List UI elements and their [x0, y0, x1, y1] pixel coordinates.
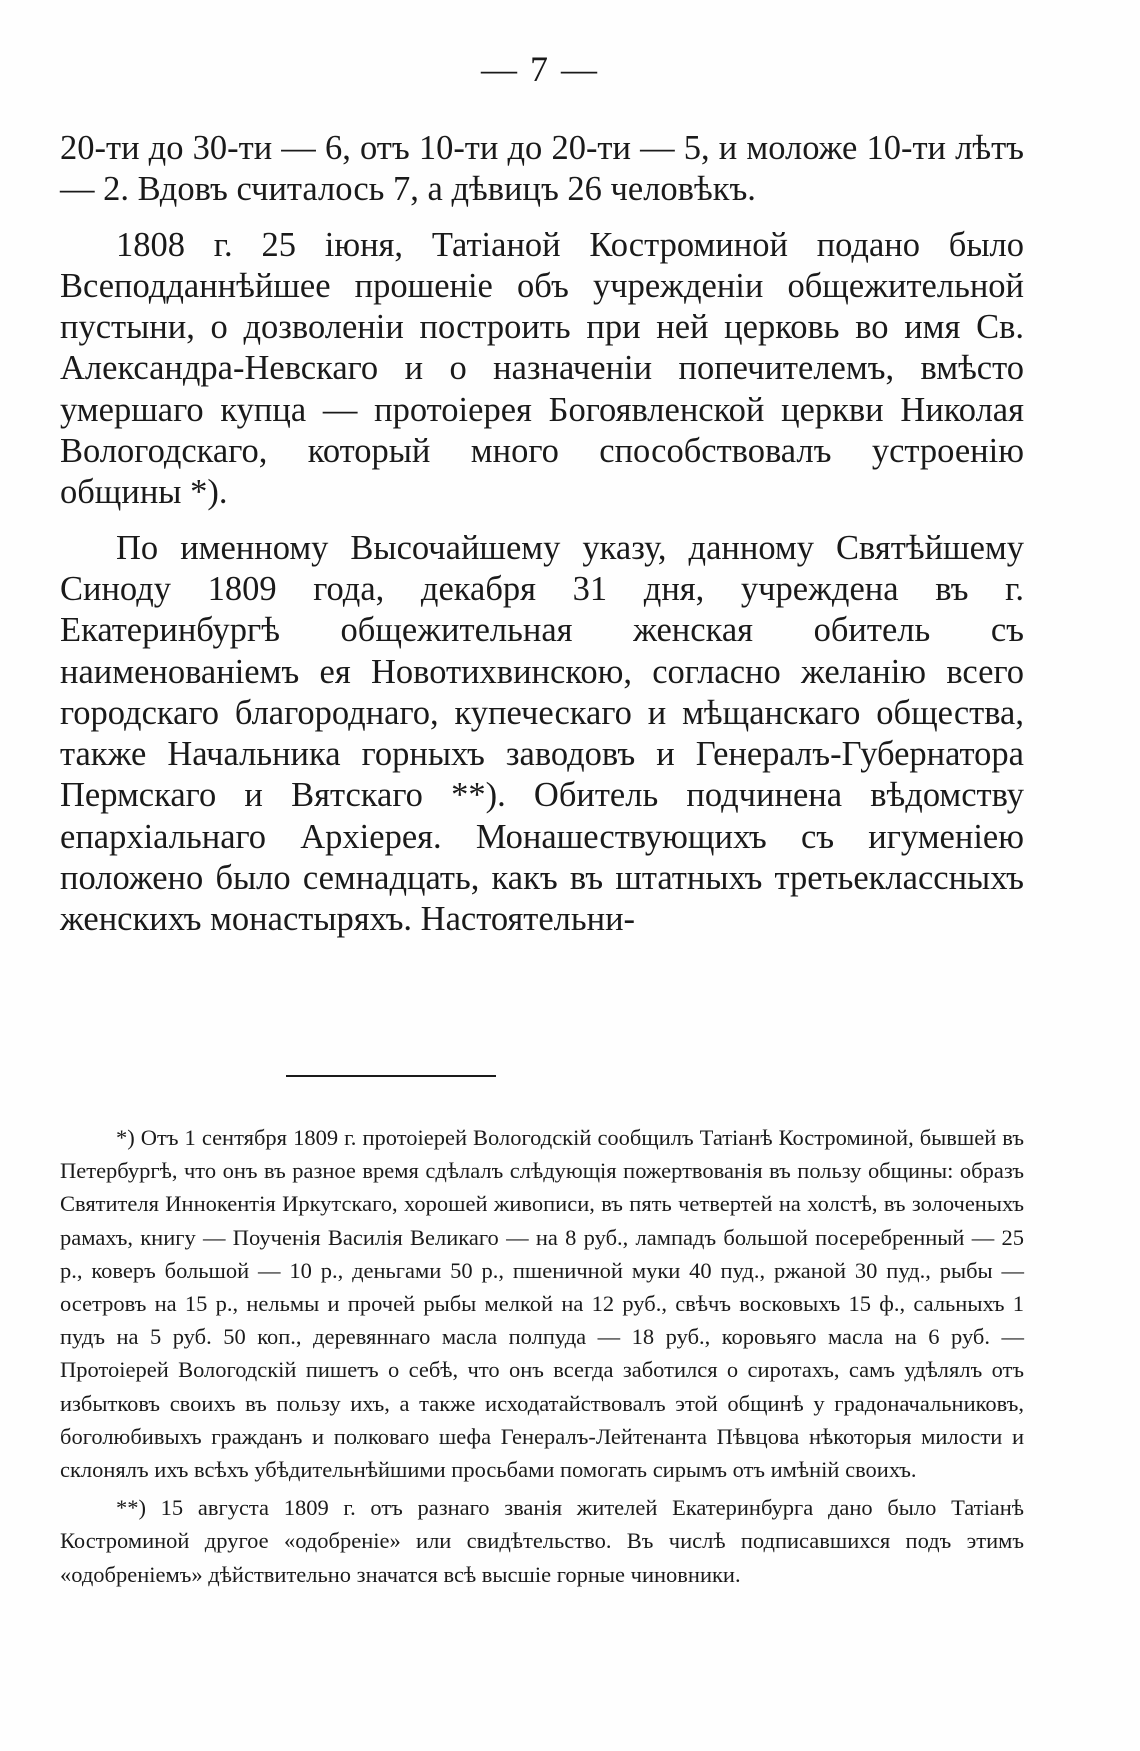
paragraph-petition-1808: 1808 г. 25 іюня, Татіаной Костроминой подано было Всеподданнѣйшее прошеніе объ учрежденіи общежительной пустыни, о дозволеніи построить при ней церковь во имя Св. Александра-Невскаго и о назначеніи попечителемъ, вмѣсто умершаго купца — протоіерея Богоявленской церкви Николая Вологодскаго, который много способствовалъ устроенію общины *). — [60, 225, 1024, 512]
paragraph-decree-1809: По именному Высочайшему указу, данному Святѣйшему Синоду 1809 года, декабря 31 дня, учреждена въ г. Екатеринбургѣ общежительная женская обитель съ наименованіемъ ея Новотихвинскою, согласно желанію всего городскаго благороднаго, купеческаго и мѣщанскаго общества, также Начальника горныхъ заводовъ и Генералъ-Губернатора Пермскаго и Вятскаго **). Обитель подчинена вѣдомству епархіальнаго Архіерея. Монашествующихъ съ игуменіею положено было семнадцать, какъ въ штатныхъ третьеклассныхъ женскихъ монастыряхъ. Настоятельни- — [60, 528, 1024, 939]
footnote-1: *) Отъ 1 сентября 1809 г. протоіерей Вологодскій сообщилъ Татіанѣ Костроминой, бывшей въ Петербургѣ, что онъ въ разное время сдѣлалъ слѣдующія пожертвованія въ пользу общины: образъ Святителя Иннокентія Иркутскаго, хорошей живописи, въ пять четвертей на холстѣ, въ золоченыхъ рамахъ, книгу — Поученія Василія Великаго — на 8 руб., лампадъ большой посеребренный — 25 р., коверъ большой — 10 р., деньгами 50 р., пшеничной муки 40 пуд., ржаной 30 пуд., рыбы — осетровъ на 15 р., нельмы и прочей рыбы мелкой на 12 руб., свѣчъ восковыхъ 15 ф., сальныхъ 1 пудъ на 5 руб. 50 коп., деревяннаго масла полпуда — 18 руб., коровьяго масла на 6 руб. — Протоіерей Вологодскій пишетъ о себѣ, что онъ всегда заботился о сиротахъ, самъ удѣлялъ отъ избытковъ своихъ въ пользу ихъ, а также исходатайствовалъ этой общинѣ у градоначальниковъ, боголюбивыхъ гражданъ и полковаго шефа Генералъ-Лейтенанта Пѣвцова нѣкоторыя милости и склонялъ ихъ всѣхъ убѣдительнѣйшими просьбами помогать сирымъ отъ имѣній своихъ. — [60, 1125, 1024, 1483]
paragraph-continuation: 20-ти до 30-ти — 6, отъ 10-ти до 20-ти — 5, и моложе 10-ти лѣтъ — 2. Вдовъ считалось 7, а дѣвицъ 26 человѣкъ. — [60, 129, 1024, 209]
footnotes — [60, 1121, 1024, 1591]
footnote-separator — [286, 1075, 496, 1077]
page-number: — 7 — — [481, 49, 599, 89]
footnote-2: **) 15 августа 1809 г. отъ разнаго званія жителей Екатеринбурга дано было Татіанѣ Костроминой другое «одобреніе» или свидѣтельство. Въ числѣ подписавшихся подъ этимъ «одобреніемъ» дѣйствительно значатся всѣ высшіе горные чиновники. — [60, 1495, 1024, 1587]
main-text — [60, 128, 1024, 941]
